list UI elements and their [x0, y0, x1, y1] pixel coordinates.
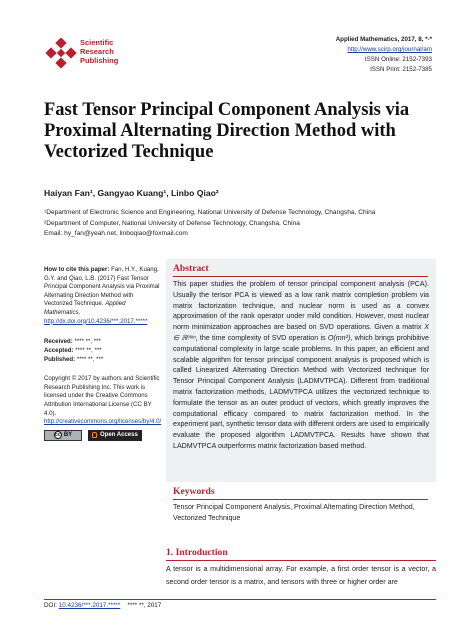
- math-complexity: O(mn²): [327, 333, 351, 342]
- license-link[interactable]: http://creativecommons.org/licenses/by/4.0/: [44, 418, 162, 426]
- publisher-logo: [44, 38, 78, 70]
- cc-by-badge[interactable]: cc BY: [44, 430, 82, 441]
- article-sidebar: [44, 266, 162, 441]
- keywords-divider: [173, 499, 428, 500]
- copyright-block: [44, 375, 162, 441]
- keywords-text: Tensor Principal Component Analysis, Proximal Alternating Direction Method, Vectorized Technique: [173, 503, 415, 522]
- cite-label: How to cite this paper:: [44, 266, 110, 273]
- accepted-label: Accepted:: [44, 347, 74, 355]
- paper-title: Fast Tensor Principal Component Analysis via Proximal Alternating Direction Method with Vectorized Technique: [44, 100, 410, 162]
- affiliation-1: ¹Department of Electronic Science and Engineering, National University of Defense Technology, Changsha, China: [44, 209, 376, 216]
- introduction-divider: [166, 560, 436, 561]
- copyright-text: Copyright © 2017 by authors and Scientific Research Publishing Inc. This work is licensed under the Creative Commons Attribution International License (CC BY 4.0).: [44, 375, 160, 417]
- affiliation-2: ²Department of Computer, National University of Defense Technology, Changsha, China: [44, 219, 300, 227]
- doi-link[interactable]: 10.4236/***.2017.*****: [58, 602, 121, 609]
- keywords-heading: Keywords: [173, 486, 215, 497]
- introduction-heading: 1. Introduction: [166, 547, 228, 558]
- journal-url-link[interactable]: http://www.scirp.org/journal/am: [347, 46, 432, 53]
- doi-label: DOI:: [44, 602, 57, 609]
- journal-info: [336, 35, 432, 75]
- abstract-heading: Abstract: [173, 263, 209, 274]
- received-date: **** **, ***: [74, 338, 101, 346]
- footer-date: **** **, 2017: [127, 602, 162, 609]
- abstract-divider: [173, 276, 428, 277]
- history-block: [44, 337, 162, 364]
- issn-print: ISSN Print: 2152-7385: [370, 66, 432, 73]
- journal-citation: Applied Mathematics, 2017, 8, *-*: [335, 36, 432, 43]
- creative-commons-icon: cc: [55, 432, 61, 439]
- citation-block: [44, 266, 162, 326]
- accepted-date: **** **, ***: [75, 347, 102, 355]
- license-badges: [44, 430, 162, 441]
- page-footer: [44, 602, 161, 609]
- cite-doi-link[interactable]: http://dx.doi.org/10.4236/***.2017.*****: [44, 317, 148, 325]
- publisher-name: Scientific Research Publishing: [80, 38, 119, 65]
- affiliations: [44, 208, 375, 240]
- cite-journal: Applied Mathematics,: [44, 300, 126, 316]
- introduction-text: A tensor is a multidimensional array. For example, a first order tensor is a vector, a second order tensor is a matrix, and tensors with three or higher order are: [166, 565, 436, 586]
- cite-text: Fan, H.Y., Kuang, G.Y. and Qiao, L.B. (2017) Fast Tensor Principal Component Analysis via Proximal Alternating Direction Method with Vectorized Technique.: [44, 266, 160, 308]
- issn-online: ISSN Online: 2152-7393: [364, 56, 432, 63]
- published-label: Published:: [44, 356, 76, 364]
- author-email: Email: hy_fan@yeah.net, linboqiao@foxmail.com: [44, 230, 188, 238]
- open-access-badge[interactable]: Open Access: [88, 430, 142, 441]
- abstract-text: This paper studies the problem of tensor principal component analysis (PCA). Usually the tensor PCA is viewed as a low rank matrix completion problem via matrix factorization technique, and nuclear norm is used as a convex approximation of the rank operator under mild condition. However, most nuclear norm minimization approaches are based on SVD operations. Given a matrix X ∈ ℝᵐˣⁿ, the time complexity of SVD operation is O(mn²), which brings prohibitive computational complexity in large scale problems. In this paper, an efficient and scalable algorithm for tensor principal component analysis is proposed which is called Linearized Alternating Direction Method with Vectorized technique for Tensor Principal Component Analysis (LADMVTPCA). Different from traditional matrix factorization methods, LADMVTPCA utilizes the vectorized technique to formulate the tensor as an outer product of vectors, which greatly improves the computational efficacy compared to matrix factorization method. In the experiment part, synthetic tensor data with different orders are used to empirically evaluate the proposed algorithm LADMVTPCA. Results have shown that LADMVTPCA outperforms matrix factorization based method.: [173, 280, 429, 450]
- received-label: Received:: [44, 338, 73, 346]
- footer-divider: [44, 599, 436, 600]
- published-date: **** **, ***: [76, 356, 104, 364]
- open-lock-icon: [92, 432, 97, 438]
- author-list: Haiyan Fan¹, Gangyao Kuang¹, Linbo Qiao²: [44, 188, 219, 198]
- math-matrix-symbol: X ∈ ℝᵐˣⁿ: [173, 323, 429, 342]
